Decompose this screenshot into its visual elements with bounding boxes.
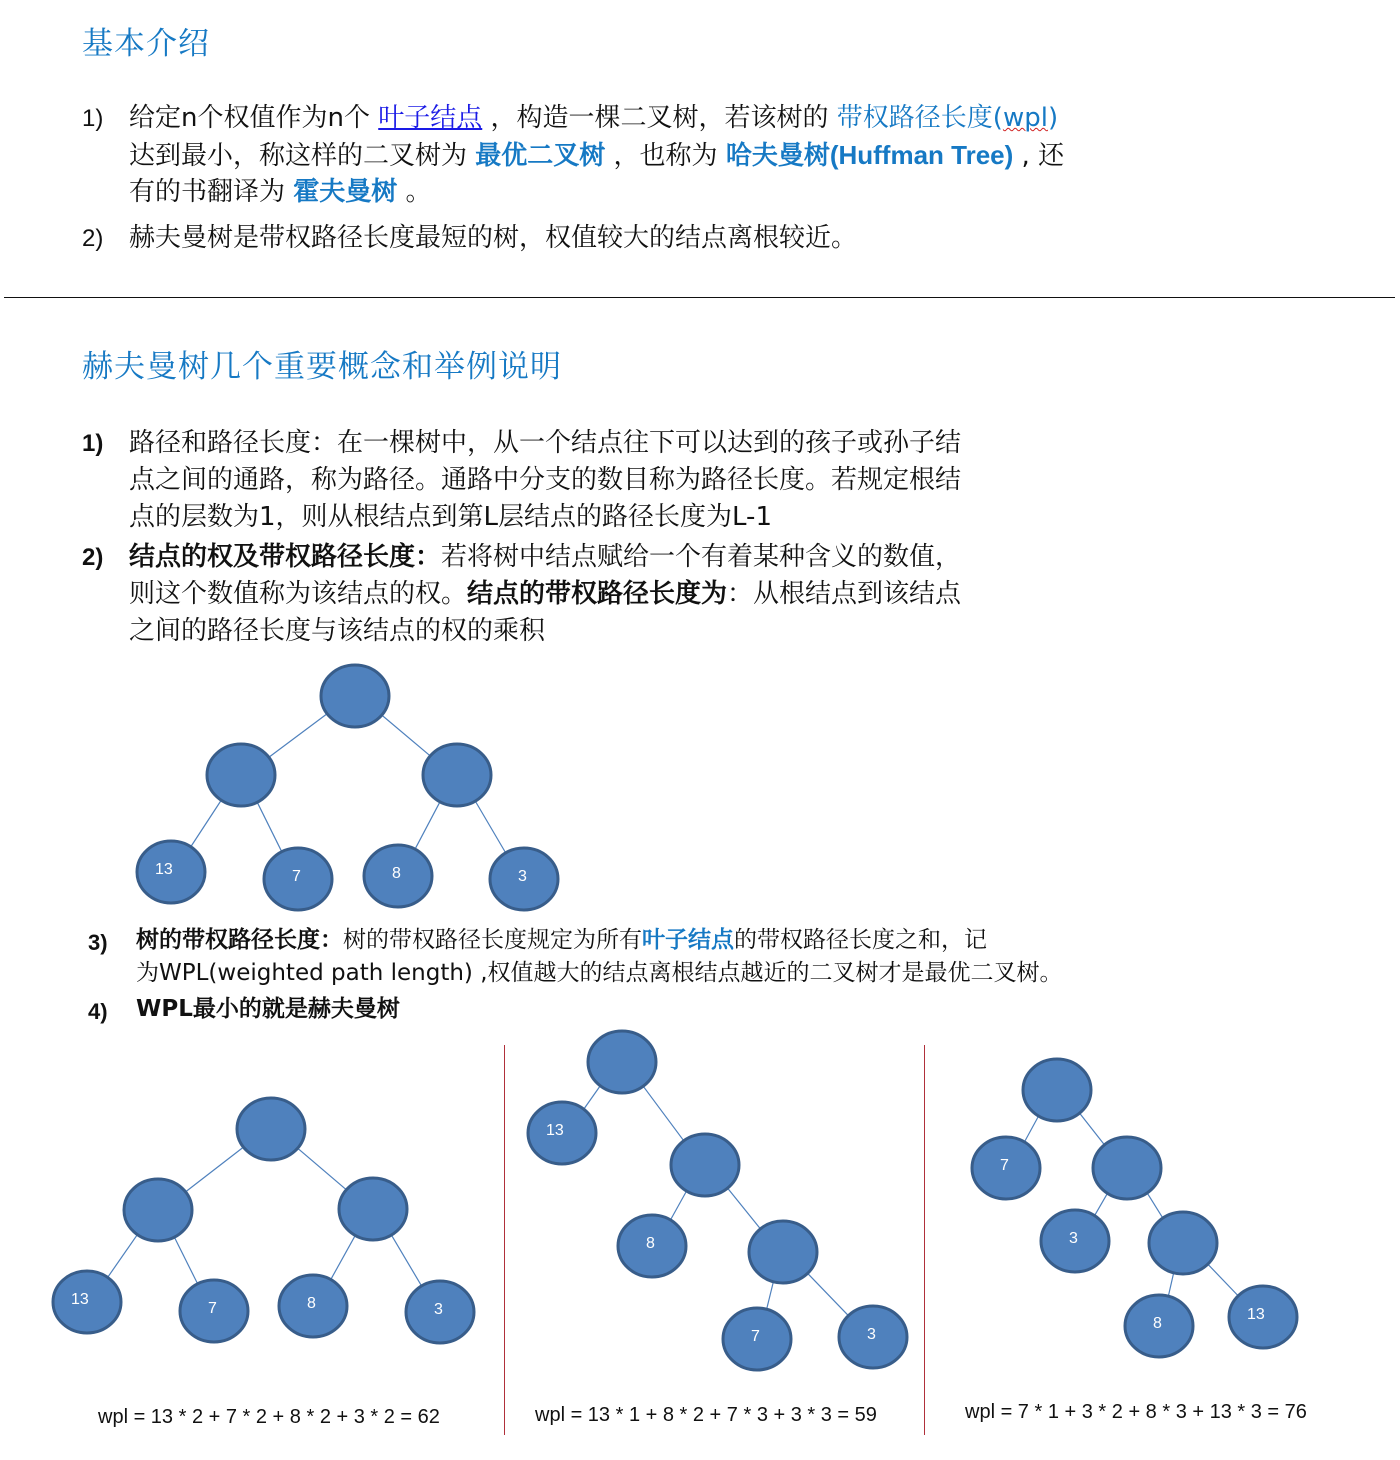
- wpl-formula-1: wpl = 13 * 2 + 7 * 2 + 8 * 2 + 3 * 2 = 62: [98, 1406, 440, 1428]
- tree-edge: [330, 1234, 356, 1281]
- internal-node: [1093, 1137, 1161, 1199]
- tree-edge: [296, 1147, 347, 1191]
- tree-edge: [670, 1190, 688, 1222]
- node-weight-label: 13: [1247, 1306, 1265, 1323]
- term-wpl: 带权路径长度(: [836, 103, 1003, 133]
- concept-item-4-text: WPL最小的就是赫夫曼树: [136, 996, 400, 1022]
- tree-edge: [391, 1234, 423, 1288]
- section-title-intro: 基本介绍: [82, 26, 210, 62]
- concept-item-1-line-3: 点的层数为1，则从根结点到第L层结点的路径长度为L-1: [129, 502, 772, 532]
- concept-item-3-line-2: 为WPL(weighted path length) ,权值越大的结点离根结点越近的二叉树才是最优二叉树。: [136, 960, 1063, 986]
- node-weight-label: 3: [518, 868, 527, 885]
- term-huffman-tree-en: (Huffman Tree): [829, 140, 1014, 170]
- term-leaf-node: 叶子结点: [642, 927, 734, 953]
- tree-edge: [107, 1233, 139, 1278]
- concept-item-1-line-2: 点之间的通路，称为路径。通路中分支的数目称为路径长度。若规定根结: [129, 465, 962, 495]
- node-weight-label: 7: [751, 1328, 760, 1345]
- tree-edge: [381, 714, 432, 757]
- internal-node: [1149, 1212, 1217, 1274]
- example-tree: [137, 665, 558, 910]
- node-weight-label: 7: [1000, 1157, 1009, 1174]
- node-weight-label: 8: [1153, 1315, 1162, 1332]
- tree-edge: [190, 799, 222, 848]
- tree-edge: [268, 713, 329, 758]
- tree-edge: [1168, 1271, 1174, 1297]
- tree-edge: [1079, 1112, 1106, 1146]
- item-number: 4): [88, 999, 108, 1024]
- text: 若将树中结点赋给一个有着某种含义的数值，: [441, 542, 962, 572]
- text: ): [1047, 103, 1059, 133]
- term-hoffman-tree: 霍夫曼树: [293, 177, 398, 207]
- internal-node: [207, 744, 275, 806]
- internal-node: [588, 1031, 656, 1093]
- concept-item-2-line-3: 之间的路径长度与该结点的权的乘积: [129, 616, 546, 646]
- tree-edge: [583, 1084, 601, 1110]
- node-weight-label: 7: [208, 1300, 217, 1317]
- tree-edge: [184, 1146, 244, 1193]
- node-weight-label: 7: [292, 868, 301, 885]
- item-number: 1): [82, 105, 104, 132]
- text: , 还: [1013, 141, 1065, 171]
- internal-node: [423, 744, 491, 806]
- term-node-wpl: 结点的带权路径长度为: [467, 579, 728, 609]
- leaf-node-link[interactable]: 叶子结点: [378, 103, 483, 133]
- node-weight-label: 3: [1069, 1230, 1078, 1247]
- text: 。: [397, 177, 432, 207]
- item-number: 2): [82, 544, 104, 571]
- node-weight-label: 3: [434, 1301, 443, 1318]
- node-weight-label: 3: [867, 1326, 876, 1343]
- wpl-formula-3: wpl = 7 * 1 + 3 * 2 + 8 * 3 + 13 * 3 = 76: [965, 1401, 1307, 1423]
- tree-edge: [1207, 1263, 1240, 1297]
- internal-node: [671, 1134, 739, 1196]
- node-weight-label: 13: [155, 861, 173, 878]
- item-number: 2): [82, 225, 104, 252]
- tree-edge: [474, 800, 506, 854]
- tree-edge: [1146, 1192, 1163, 1220]
- term-tree-wpl: 树的带权路径长度：: [136, 927, 343, 953]
- node-weight-label: 8: [646, 1235, 655, 1252]
- tree-edge: [727, 1187, 762, 1230]
- tree-edge: [1094, 1192, 1109, 1217]
- concept-item-1-line-1: 路径和路径长度：在一棵树中，从一个结点往下可以达到的孩子或孙子结: [129, 428, 962, 458]
- internal-node: [124, 1179, 192, 1241]
- item-number: 3): [88, 930, 108, 955]
- term-huffman-tree: 哈夫曼树: [725, 141, 830, 171]
- tree-edge: [642, 1085, 684, 1142]
- section-title-concepts: 赫夫曼树几个重要概念和举例说明: [82, 349, 562, 385]
- text: ：从根结点到该结点: [727, 579, 962, 609]
- node-weight-label: 8: [307, 1295, 316, 1312]
- internal-node: [749, 1221, 817, 1283]
- internal-node: [1023, 1059, 1091, 1121]
- node-weight-label: 13: [546, 1122, 564, 1139]
- intro-item-2-text: 赫夫曼树是带权路径长度最短的树，权值较大的结点离根较近。: [129, 223, 858, 253]
- text: 树的带权路径长度规定为所有: [343, 927, 642, 953]
- text: ，也称为: [605, 141, 726, 171]
- text: 给定n个权值作为n个: [129, 103, 379, 133]
- tree-wpl-59: [528, 1031, 907, 1370]
- text: 则这个数值称为该结点的权。: [129, 579, 468, 609]
- wpl-formula-2: wpl = 13 * 1 + 8 * 2 + 7 * 3 + 3 * 3 = 59: [535, 1404, 877, 1426]
- item-number: 1): [82, 430, 104, 457]
- internal-node: [339, 1178, 407, 1240]
- internal-node: [321, 665, 389, 727]
- text: ，构造一棵二叉树，若该树的: [482, 103, 837, 133]
- tree-edge: [806, 1272, 849, 1317]
- node-weight-label: 13: [71, 1291, 89, 1308]
- internal-node: [237, 1098, 305, 1160]
- term-optimal-binary-tree: 最优二叉树: [475, 141, 606, 171]
- node-weight-label: 8: [392, 865, 401, 882]
- tree-edge: [257, 801, 283, 853]
- tree-edge: [766, 1280, 774, 1311]
- tree-edge: [1024, 1115, 1040, 1144]
- term-node-weight: 结点的权及带权路径长度：: [129, 542, 442, 572]
- text: 有的书翻译为: [129, 177, 294, 207]
- tree-wpl-76: [972, 1059, 1297, 1357]
- term-wpl-abbr: wpl: [1002, 103, 1048, 133]
- text: 的带权路径长度之和，记: [734, 927, 987, 953]
- text: 达到最小，称这样的二叉树为: [129, 141, 476, 171]
- tree-edge: [174, 1236, 199, 1285]
- tree-edge: [414, 800, 440, 850]
- tree-wpl-62: [53, 1098, 474, 1343]
